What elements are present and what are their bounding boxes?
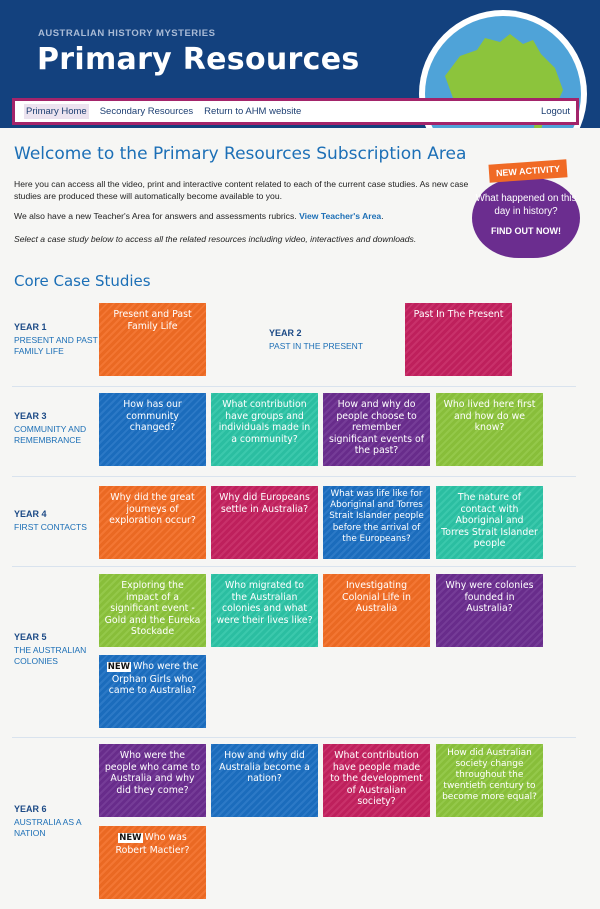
main-nav [12, 98, 579, 125]
case-study-tile[interactable]: How did Australian society change throughout the twentieth century to become more equal? [436, 744, 543, 817]
year-6-label [14, 804, 82, 839]
core-case-studies-heading: Core Case Studies [14, 272, 151, 290]
teacher-area-period: . [381, 211, 384, 221]
case-study-tile[interactable]: Exploring the impact of a significant event - Gold and the Eureka Stockade [99, 574, 206, 647]
year-3-label [14, 411, 86, 446]
site-subtitle: AUSTRALIAN HISTORY MYSTERIES [38, 28, 216, 39]
case-study-tile-new[interactable] [99, 655, 206, 728]
logout-link[interactable]: Logout [540, 106, 570, 117]
year-3-title: YEAR 3 [14, 411, 47, 421]
case-study-tile[interactable]: Who migrated to the Australian colonies and what were their lives like? [211, 574, 318, 647]
year-5-topic-line1: THE AUSTRALIAN [14, 645, 87, 655]
case-study-tile[interactable]: Past In The Present [405, 303, 512, 376]
new-activity-tag: NEW ACTIVITY [488, 159, 567, 182]
year-3-topic-line2: REMEMBRANCE [14, 435, 82, 445]
activity-question[interactable]: What happened on this day in history? [475, 193, 577, 217]
case-study-tile[interactable]: Present and Past Family Life [99, 303, 206, 376]
select-instruction: Select a case study below to access all the related resources including video, interactives and downloads. [14, 234, 417, 244]
case-study-tile[interactable]: Who lived here first and how do we know? [436, 393, 543, 466]
case-study-tile[interactable]: What was life like for Aboriginal and Torres Strait Islander people before the arrival of the Europeans? [323, 486, 430, 559]
year-5-topic-line2: COLONIES [14, 656, 58, 666]
tile-title: Who were the Orphan Girls who came to Australia? [108, 661, 199, 697]
nav-return-to-ahm[interactable]: Return to AHM website [204, 106, 302, 117]
year-3-topic-line1: COMMUNITY AND [14, 424, 87, 434]
teacher-area-text: We also have a new Teacher's Area for answers and assessments rubrics. [14, 211, 297, 221]
case-study-tile[interactable]: Why were colonies founded in Australia? [436, 574, 543, 647]
year-1-label [14, 322, 98, 357]
year-1-topic-line1: PRESENT AND PAST [14, 335, 98, 345]
year-5-title: YEAR 5 [14, 632, 47, 642]
row-divider [12, 386, 576, 387]
new-badge: NEW [119, 833, 142, 843]
year-6-topic-line1: AUSTRALIA AS A [14, 817, 82, 827]
case-study-tile[interactable]: The nature of contact with Aboriginal and Torres Strait Islander people [436, 486, 543, 559]
year-6-title: YEAR 6 [14, 804, 47, 814]
case-study-tile[interactable]: Who were the people who came to Australia and why did they come? [99, 744, 206, 817]
case-study-tile[interactable]: How has our community changed? [99, 393, 206, 466]
activity-badge[interactable] [472, 178, 580, 258]
welcome-heading: Welcome to the Primary Resources Subscription Area [14, 144, 467, 164]
year-2-title: YEAR 2 [269, 328, 302, 338]
page-title: Primary Resources [37, 42, 360, 77]
row-divider [12, 566, 576, 567]
teacher-area-paragraph [14, 210, 484, 222]
year-2-label [269, 328, 363, 352]
year-4-label [14, 509, 87, 533]
case-study-tile[interactable]: How and why do people choose to remember significant events of the past? [323, 393, 430, 466]
year-4-topic-line1: FIRST CONTACTS [14, 522, 87, 532]
year-5-label [14, 632, 86, 667]
row-divider [12, 476, 576, 477]
tile-title: Who was Robert Mactier? [115, 832, 190, 856]
year-6-topic-line2: NATION [14, 828, 46, 838]
case-study-tile[interactable]: How and why did Australia become a nation? [211, 744, 318, 817]
case-study-tile[interactable]: Why did the great journeys of exploration occur? [99, 486, 206, 559]
case-study-tile[interactable]: Why did Europeans settle in Australia? [211, 486, 318, 559]
new-badge: NEW [107, 662, 131, 672]
case-study-tile[interactable]: Investigating Colonial Life in Australia [323, 574, 430, 647]
year-1-title: YEAR 1 [14, 322, 47, 332]
intro-paragraph: Here you can access all the video, print and interactive content related to each of the current case studies. As new case studies are produced these will automatically become available to you. [14, 179, 469, 201]
teacher-area-link[interactable]: View Teacher's Area [299, 211, 382, 221]
year-1-topic-line2: FAMILY LIFE [14, 346, 64, 356]
case-study-tile-new[interactable] [99, 826, 206, 899]
nav-secondary-resources[interactable]: Secondary Resources [99, 106, 194, 117]
nav-primary-home[interactable]: Primary Home [26, 106, 87, 117]
year-2-topic-line1: PAST IN THE PRESENT [269, 341, 363, 351]
row-divider [12, 737, 576, 738]
case-study-tile[interactable]: What contribution have groups and individuals made in a community? [211, 393, 318, 466]
find-out-now-button[interactable]: FIND OUT NOW! [491, 226, 561, 236]
case-study-tile[interactable]: What contribution have people made to the development of Australian society? [323, 744, 430, 817]
year-4-title: YEAR 4 [14, 509, 47, 519]
